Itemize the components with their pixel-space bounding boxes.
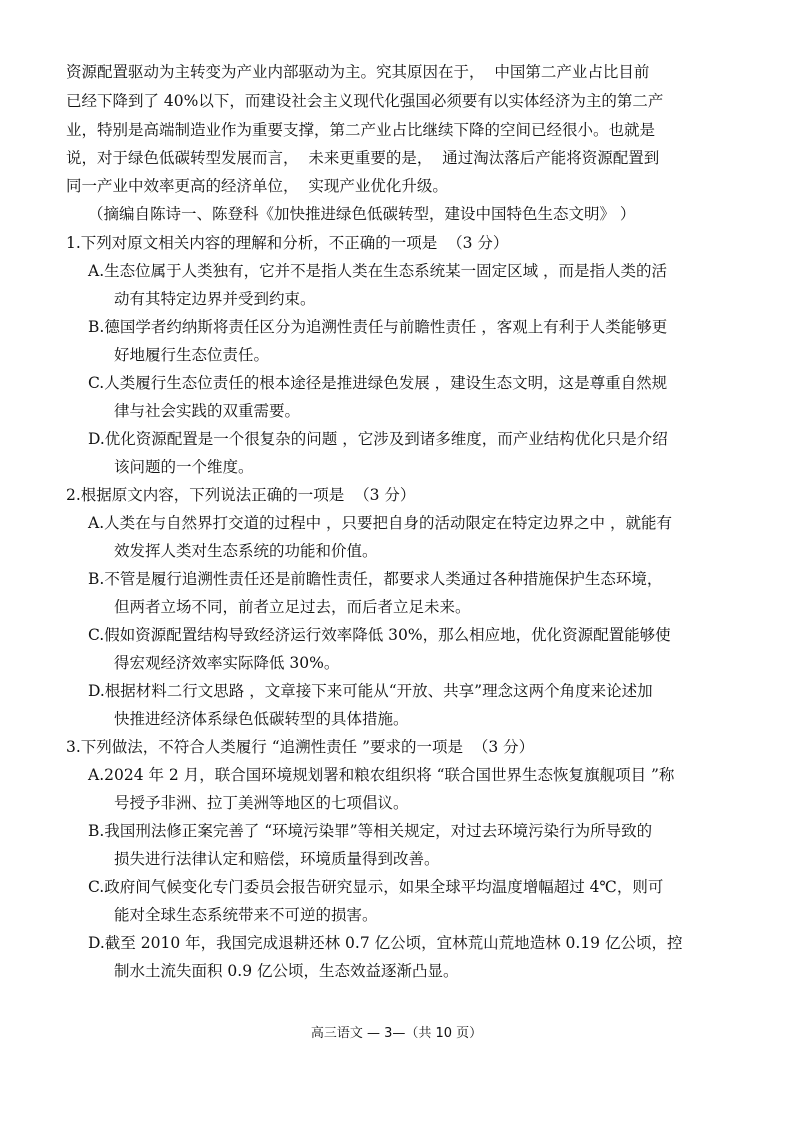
option-a: A.2024 年 2 月，联合国环境规划署和粮农组织将 “联合国世界生态恢复旗舰项目 ”称: [88, 766, 675, 784]
option-d-cont: 该问题的一个维度。: [114, 458, 254, 476]
question-stem: 1.下列对原文相关内容的理解和分析，不正确的一项是 （3 分）: [66, 234, 509, 252]
option-c: C.人类履行生态位责任的根本途径是推进绿色发展 ，建设生态文明，这是尊重自然规: [88, 374, 668, 392]
option-b: B.我国刑法修正案完善了 “环境污染罪”等相关规定，对过去环境污染行为所导致的: [88, 822, 653, 840]
option-d: D.根据材料二行文思路 ，文章接下来可能从“开放、共享”理念这两个角度来论述加: [88, 682, 653, 700]
page-footer: 高三语文 — 3—（共 10 页）: [310, 1026, 483, 1041]
passage-line: 说，对于绿色低碳转型发展而言， 未来更重要的是， 通过淘汰落后产能将资源配置到: [66, 149, 660, 167]
option-d: D.截至 2010 年，我国完成退耕还林 0.7 亿公顷，宜林荒山荒地造林 0.19 亿公顷，控: [88, 934, 683, 952]
passage-line: 同一产业中效率更高的经济单位， 实现产业优化升级。: [66, 177, 448, 195]
option-b-cont: 损失进行法律认定和赔偿，环境质量得到改善。: [114, 850, 440, 868]
passage-line: 已经下降到了 40%以下，而建设社会主义现代化强国必须要有以实体经济为主的第二产: [66, 92, 664, 110]
option-c: C.政府间气候变化专门委员会报告研究显示，如果全球平均温度增幅超过 4℃，则可: [88, 878, 664, 896]
option-c-cont: 能对全球生态系统带来不可逆的损害。: [114, 906, 378, 924]
option-a: A.人类在与自然界打交道的过程中 ，只要把自身的活动限定在特定边界之中 ，就能有: [88, 514, 672, 532]
option-d-cont: 制水土流失面积 0.9 亿公顷，生态效益逐渐凸显。: [114, 962, 459, 980]
option-a: A.生态位属于人类独有，它并不是指人类在生态系统某一固定区域 ，而是指人类的活: [88, 262, 668, 280]
option-b: B.不管是履行追溯性责任还是前瞻性责任，都要求人类通过各种措施保护生态环境，: [88, 570, 663, 588]
option-c: C.假如资源配置结构导致经济运行效率降低 30%，那么相应地，优化资源配置能够使: [88, 626, 671, 644]
option-d: D.优化资源配置是一个很复杂的问题 ，它涉及到诸多维度，而产业结构优化只是介绍: [88, 430, 668, 448]
question-stem: 3.下列做法，不符合人类履行 “追溯性责任 ”要求的一项是 （3 分）: [66, 738, 535, 756]
option-d-cont: 快推进经济体系绿色低碳转型的具体措施。: [114, 710, 409, 728]
option-c-cont: 律与社会实践的双重需要。: [114, 402, 301, 420]
option-c-cont: 得宏观经济效率实际降低 30%。: [114, 654, 340, 672]
option-a-cont: 号授予非洲、拉丁美洲等地区的七项倡议。: [114, 794, 409, 812]
option-a-cont: 效发挥人类对生态系统的功能和价值。: [114, 542, 378, 560]
option-a-cont: 动有其特定边界并受到约束。: [114, 290, 316, 308]
passage-line: 业，特别是高端制造业作为重要支撑，第二产业占比继续下降的空间已经很小。也就是: [66, 121, 656, 139]
passage-line: 资源配置驱动为主转变为产业内部驱动为主。究其原因在于， 中国第二产业占比目前: [66, 63, 650, 81]
option-b-cont: 但两者立场不同，前者立足过去，而后者立足未来。: [114, 598, 471, 616]
option-b-cont: 好地履行生态位责任。: [114, 346, 270, 364]
question-stem: 2.根据原文内容，下列说法正确的一项是 （3 分）: [66, 486, 416, 504]
citation: （摘编自陈诗一、陈登科《加快推进绿色低碳转型，建设中国特色生态文明》 ）: [88, 205, 636, 223]
option-b: B.德国学者约纳斯将责任区分为追溯性责任与前瞻性责任 ，客观上有利于人类能够更: [88, 318, 668, 336]
